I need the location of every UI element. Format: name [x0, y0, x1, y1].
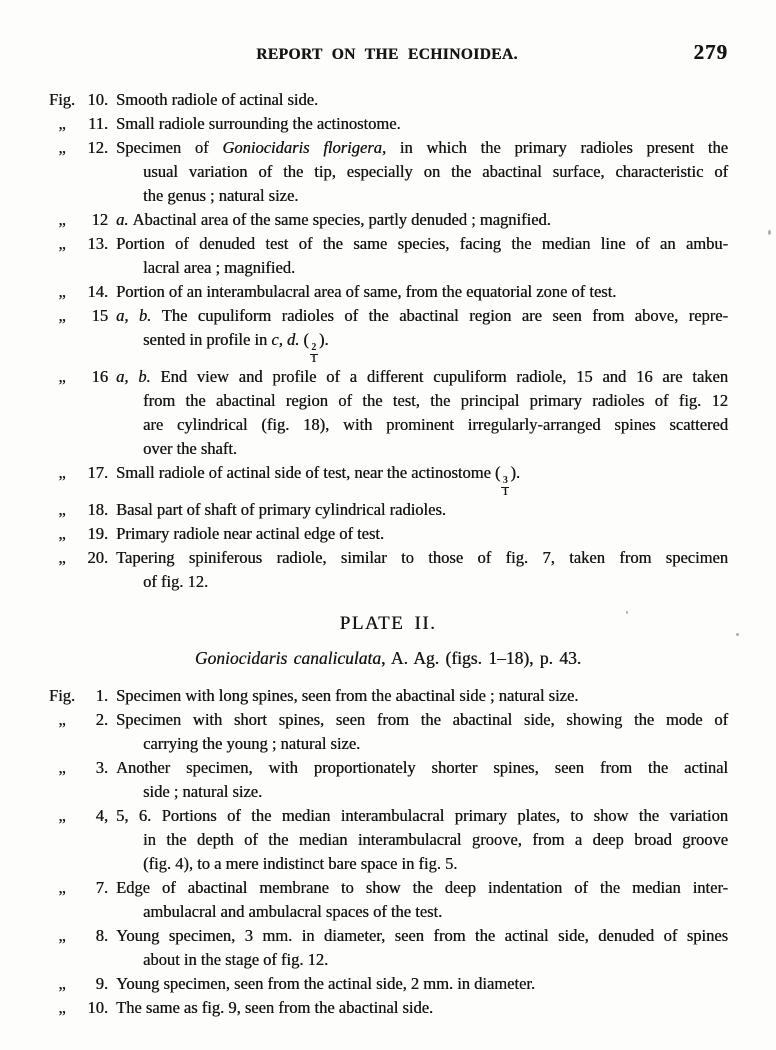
caption-line: Young specimen, seen from the actinal side, 2 mm. in diameter. — [116, 974, 535, 993]
caption-line: are cylindrical (fig. 18), with prominent irregularly-arranged spines scattered — [143, 415, 728, 434]
fig-number: 18. — [87, 500, 108, 519]
fig-marker: „ — [58, 806, 66, 825]
caption-text — [108, 996, 776, 1020]
running-head: REPORT ON THE ECHINOIDEA. — [256, 46, 518, 63]
caption-line: Portion of an interambulacral area of same, from the equatorial zone of test. — [116, 282, 617, 301]
fig-number: 13. — [87, 234, 108, 253]
caption-line: Specimen of Goniocidaris florigera, in which the primary radioles present the — [116, 138, 728, 157]
fig-marker: „ — [58, 210, 66, 229]
plate2-caption-section — [0, 612, 776, 1020]
list-item — [0, 972, 776, 996]
fig-number: 10. — [87, 998, 108, 1017]
list-item — [0, 136, 776, 208]
list-item — [0, 546, 776, 594]
fig-number: 7. — [95, 878, 108, 897]
caption-line: Tapering spiniferous radiole, similar to those of fig. 7, taken from specimen — [116, 548, 728, 567]
caption-line: a, b. The cupuliform radioles of the abactinal region are seen from above, repre- — [116, 306, 729, 325]
list-item — [0, 461, 776, 498]
caption-text — [108, 88, 776, 112]
caption-line: usual variation of the tip, especially on the abactinal surface, characteristic of — [143, 162, 728, 181]
caption-line: Young specimen, 3 mm. in diameter, seen from the actinal side, denuded of spines — [116, 926, 728, 945]
fig-number: 14. — [87, 282, 108, 301]
fig-number: 11. — [87, 114, 108, 133]
caption-text — [108, 365, 776, 461]
fig-marker: „ — [58, 282, 66, 301]
caption-text — [108, 232, 776, 280]
caption-line: over the shaft. — [143, 439, 237, 458]
list-item — [0, 365, 776, 461]
list-item — [0, 498, 776, 522]
fig-number: 9. — [95, 974, 108, 993]
fig-number: 15 — [91, 306, 108, 325]
fig-marker: Fig. — [48, 90, 76, 109]
fig-marker: „ — [58, 548, 66, 567]
caption-line: of fig. 12. — [143, 572, 209, 591]
caption-line: in the depth of the median interambulacral groove, from a deep broad groove — [143, 830, 728, 849]
fig-number: 16 — [91, 367, 108, 386]
caption-line: lacral area ; magnified. — [143, 258, 296, 277]
fig-marker: „ — [58, 234, 66, 253]
caption-line: Small radiole surrounding the actinostome. — [116, 114, 401, 133]
fig-marker: „ — [58, 878, 66, 897]
caption-text — [108, 208, 776, 232]
plate1-caption-section — [0, 88, 776, 594]
fig-marker: „ — [58, 114, 66, 133]
caption-line: side ; natural size. — [143, 782, 263, 801]
fig-marker: „ — [58, 500, 66, 519]
caption-line: Specimen with short spines, seen from the abactinal side, showing the mode of — [116, 710, 728, 729]
fig-marker: „ — [58, 367, 66, 386]
list-item — [0, 112, 776, 136]
figure-list — [0, 88, 776, 594]
page-number: 279 — [693, 40, 728, 64]
caption-line: Specimen with long spines, seen from the abactinal side ; natural size. — [116, 686, 579, 705]
caption-text — [108, 876, 776, 924]
caption-line: (fig. 4), to a mere indistinct bare space in fig. 5. — [143, 854, 458, 873]
fig-number: 19. — [87, 524, 108, 543]
figure-list — [0, 684, 776, 1020]
fig-number: 3. — [95, 758, 108, 777]
list-item — [0, 804, 776, 876]
caption-text — [108, 804, 776, 876]
list-item — [0, 280, 776, 304]
caption-line: about in the stage of fig. 12. — [143, 950, 329, 969]
fig-marker: „ — [58, 758, 66, 777]
caption-text — [108, 924, 776, 972]
caption-line: 5, 6. Portions of the median interambulacral primary plates, to show the variation — [116, 806, 728, 825]
caption-line: Primary radiole near actinal edge of test. — [116, 524, 385, 543]
caption-line: sented in profile in c, d. ( $\frac{2}{1}$ ). — [143, 330, 329, 365]
species-name: Goniocidaris canaliculata — [194, 648, 382, 668]
list-item — [0, 996, 776, 1020]
list-item — [0, 232, 776, 280]
fraction: $\frac{3}{1}$ — [502, 475, 508, 498]
caption-line: Basal part of shaft of primary cylindrical radioles. — [116, 500, 446, 519]
plate-heading: PLATE II. — [339, 613, 437, 634]
list-item — [0, 304, 776, 365]
fig-marker: „ — [58, 974, 66, 993]
fig-number: 20. — [87, 548, 108, 567]
caption-text — [108, 522, 776, 546]
caption-line: Edge of abactinal membrane to show the deep indentation of the median inter- — [116, 878, 728, 897]
caption-line: from the abactinal region of the test, the principal primary radioles of fig. 12 — [143, 391, 728, 410]
fig-marker: „ — [58, 524, 66, 543]
caption-line: a, b. End view and profile of a different cupuliform radiole, 15 and 16 are taken — [116, 367, 728, 386]
list-item — [0, 756, 776, 804]
caption-line: carrying the young ; natural size. — [143, 734, 361, 753]
fig-marker: „ — [58, 710, 66, 729]
caption-line: a. Abactinal area of the same species, partly denuded ; magnified. — [116, 210, 551, 229]
fig-number: 4, — [95, 806, 108, 825]
fig-marker: Fig. — [48, 686, 76, 705]
caption-line: Another specimen, with proportionately shorter spines, seen from the actinal — [116, 758, 728, 777]
list-item — [0, 208, 776, 232]
fig-marker: „ — [58, 463, 66, 482]
fig-number: 10. — [87, 90, 108, 109]
caption-text — [108, 136, 776, 208]
caption-text — [108, 972, 776, 996]
list-item — [0, 924, 776, 972]
fig-marker: „ — [58, 926, 66, 945]
caption-text — [108, 708, 776, 756]
fig-number: 1. — [95, 686, 108, 705]
caption-text — [108, 498, 776, 522]
caption-line: Small radiole of actinal side of test, near the actinostome ( $\frac{3}{1}$ ). — [116, 463, 521, 498]
fig-number: 12. — [87, 138, 108, 157]
list-item — [0, 876, 776, 924]
species-heading — [0, 646, 776, 670]
list-item — [0, 708, 776, 756]
caption-text — [108, 756, 776, 804]
caption-text — [108, 684, 776, 708]
scan-speck — [768, 230, 771, 235]
caption-text — [108, 112, 776, 136]
fig-number: 12 — [91, 210, 108, 229]
caption-text — [108, 280, 776, 304]
fig-number: 17. — [87, 463, 108, 482]
list-item — [0, 88, 776, 112]
list-item — [0, 522, 776, 546]
scan-speck — [736, 633, 739, 636]
caption-text — [108, 461, 776, 498]
fraction: $\frac{2}{1}$ — [311, 342, 317, 365]
scan-speck — [626, 611, 628, 614]
caption-line: The same as fig. 9, seen from the abactinal side. — [116, 998, 434, 1017]
fig-number: 2. — [95, 710, 108, 729]
species-citation: , A. Ag. (figs. 1–18), p. 43. — [381, 648, 582, 668]
fig-marker: „ — [58, 138, 66, 157]
fig-marker: „ — [58, 998, 66, 1017]
caption-text — [108, 304, 776, 365]
fig-number: 8. — [95, 926, 108, 945]
list-item — [0, 684, 776, 708]
caption-line: Smooth radiole of actinal side. — [116, 90, 319, 109]
caption-line: Portion of denuded test of the same species, facing the median line of an ambu- — [116, 234, 728, 253]
caption-text — [108, 546, 776, 594]
fig-marker: „ — [58, 306, 66, 325]
page-header — [46, 40, 728, 68]
caption-line: the genus ; natural size. — [143, 186, 299, 205]
caption-line: ambulacral and ambulacral spaces of the test. — [143, 902, 443, 921]
